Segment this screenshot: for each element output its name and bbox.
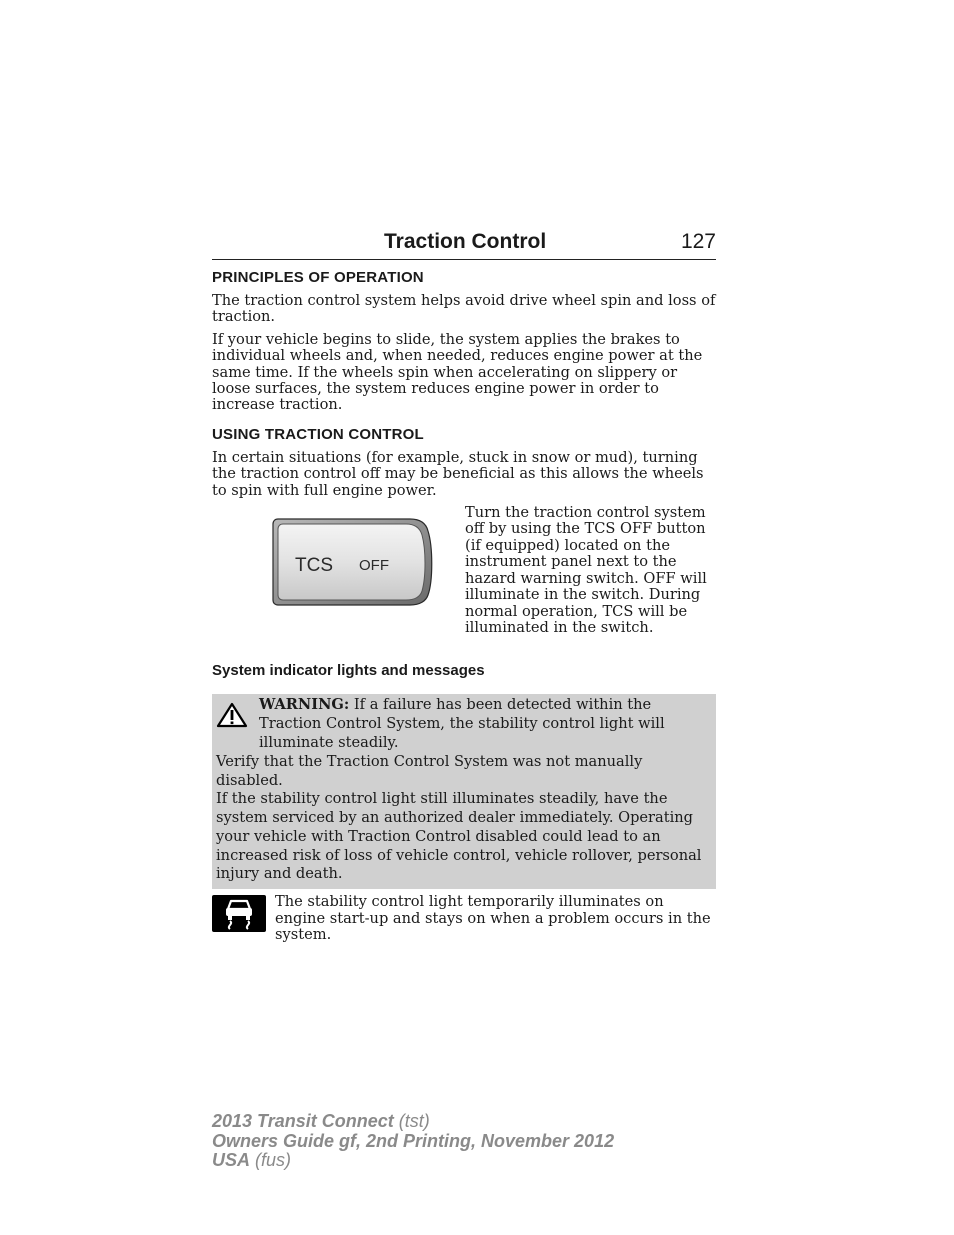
tcs-button-graphic [212, 505, 465, 635]
warning-box [212, 694, 716, 889]
footer-model: 2013 Transit Connect [212, 1111, 394, 1131]
page-header [212, 230, 716, 260]
stability-indicator-row [212, 894, 716, 943]
stability-control-icon [212, 895, 266, 932]
page-number: 127 [680, 230, 716, 253]
footer-model-code: (tst) [398, 1111, 430, 1131]
warning-continuation: Verify that the Traction Control System was not manually disabled. [216, 752, 643, 789]
off-label: OFF [359, 557, 389, 575]
principles-paragraph-1: The traction control system helps avoid drive wheel spin and loss of traction. [212, 292, 716, 326]
footer-model-line [212, 1112, 614, 1132]
warning-first-text: If a failure has been detected within the Traction Control System, the stability control light will illuminate steadily. [259, 696, 665, 751]
tcs-label: TCS [295, 555, 333, 577]
warning-triangle-icon [216, 696, 259, 752]
warning-second-paragraph: If the stability control light still illuminates steadily, have the system serviced by an authorized dealer immediately. Operating your vehicle with Traction Control disabled could lead to an increased risk of loss of vehicle control, vehicle rollover, personal injury and death. [216, 790, 702, 883]
heading-principles: PRINCIPLES OF OPERATION [212, 269, 424, 286]
page-footer [212, 1112, 614, 1171]
manual-page [212, 230, 716, 944]
tcs-button-section [212, 505, 716, 636]
warning-label: WARNING: [259, 696, 350, 714]
footer-region-code: (fus) [255, 1150, 292, 1170]
footer-region-line [212, 1151, 614, 1171]
footer-region: USA [212, 1150, 251, 1170]
stability-indicator-text: The stability control light temporarily illuminates on engine start-up and stays on when a problem occurs in the system. [275, 893, 711, 944]
footer-guide: Owners Guide gf, 2nd Printing, November 2012 [212, 1130, 615, 1151]
heading-system-indicator: System indicator lights and messages [212, 662, 485, 680]
footer-guide-line [212, 1132, 614, 1152]
principles-paragraph-2: If your vehicle begins to slide, the system applies the brakes to individual wheels and, when needed, reduces engine power at the same time. If the wheels spin when accelerating on slippery or loose surfaces, the system reduces engine power in order to increase traction. [212, 330, 703, 414]
heading-using-traction-control: USING TRACTION CONTROL [212, 425, 424, 443]
using-paragraph: In certain situations (for example, stuck in snow or mud), turning the traction control off may be beneficial as this allows the wheels to spin with full engine power. [212, 448, 704, 499]
tcs-button-description: Turn the traction control system off by using the TCS OFF button (if equipped) located on the instrument panel next to the hazard warning switch. OFF will illuminate in the switch. During normal operation, TCS will be illuminated in the switch. [465, 504, 707, 636]
tcs-off-button-illustration [212, 505, 465, 635]
page-title: Traction Control [384, 230, 547, 253]
